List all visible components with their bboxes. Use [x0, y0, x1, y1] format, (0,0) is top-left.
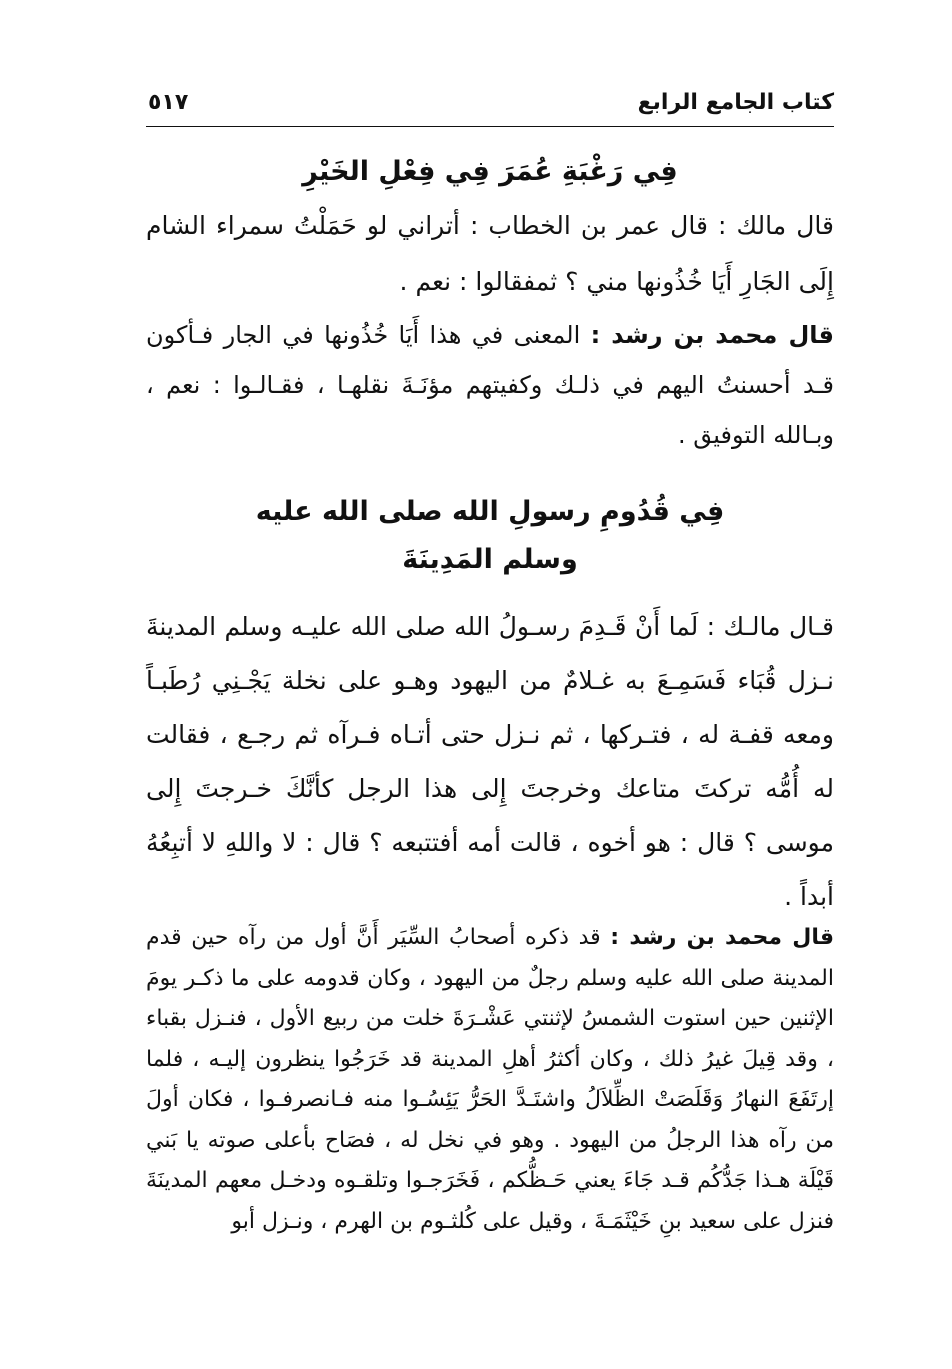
section-heading-line: وسلم المَدِينَةَ	[402, 544, 578, 575]
section-heading: فِي رَغْبَةِ عُمَرَ فِي فِعْلِ الخَيْرِ	[302, 156, 678, 187]
paragraph-lead: قال محمد بن رشد :	[610, 925, 834, 950]
paragraph-text: المعنى في هذا أَيَا خُذُونها في الجار فـأكون قـد أحسنتُ اليهم في ذلـك وكفيتهم مؤنَـةَ نقلهـا ، فقـالـوا : نعم ، وبـالله التوفيق .	[146, 321, 834, 449]
running-header	[146, 86, 834, 127]
paragraph	[146, 310, 834, 460]
paragraph	[146, 918, 834, 1242]
paragraph-text: قال مالك : قال عمر بن الخطاب : أتراني لو حَمَلْتُ سمراء الشام إِلَى الجَارِ أَيَا خُذُونها مني ؟ ثمفقالوا : نعم .	[146, 211, 834, 296]
paragraph	[146, 600, 834, 924]
paragraph-text: قـال مالـك : لَما أَنْ قَـدِمَ رسـولُ الله صلى الله عليـه وسلم المدينةَ نـزل قُبَاء فَسَمِـعَ به غـلامٌ من اليهود وهـو على نخلة يَجْـنِي رُطَبـاً ومعه قفـة له ، فتـركها ، ثم نـزل حتى أتـاه فـرآه ثم رجـع ، فقالت له أُمُّه تركتَ متاعك وخرجتَ إِلى هذا الرجل كأنَّكَ خـرجتَ إِلى موسى ؟ قال : هو أخوه ، قالت أمه أفتتبعه ؟ قال : لا واللهِ لا أتبِعُهُ أبداً .	[146, 612, 834, 911]
paragraph-lead: قال محمد بن رشد :	[590, 321, 834, 349]
page-number: ٥١٧	[148, 90, 189, 115]
running-title: كتاب الجامع الرابع	[637, 90, 834, 115]
paragraph	[146, 198, 834, 310]
section-heading-line: فِي قُدُومِ رسولِ الله صلى الله عليه	[255, 496, 725, 527]
paragraph-text: قد ذكره أصحابُ السِّيَر أَنَّ أول من رآه حين قدم المدينة صلى الله عليه وسلم رجلٌ من اليهود ، وكان قدومه على ما ذكـر يومَ الإثنين حين استوت الشمسُ لإثنتي عَشْـرَةَ خلت من ربيع الأول ، فنـزل بقباء ، وقد قِيلَ غيرُ ذلك ، وكان أكثرُ أهلِ المدينة قد خَرَجُوا ينظرون إليـه ، فلما إرتَفَعَ النهارُ وَقَلَصَتْ الظِّلاَلُ واشتَـدَّ الحَرُّ يَئِسُـوا منه فـانصرفـوا ، فكان أولَ من رآه هذا الرجلُ من اليهود . وهو في نخل له ، فصَاح بأعلى صوته يا بَني قَيْلَة هـذا جَدُّكُم قـد جَاءَ يعني حَـظُّكم ، فَخَرَجـوا وتلقـوه ودخـل معهم المدينَةَ فنزل على سعيد بنِ خَيْثَمَـةَ ، وقيل على كُلثـوم بن الهرم ، ونـزل أبو	[146, 925, 834, 1234]
